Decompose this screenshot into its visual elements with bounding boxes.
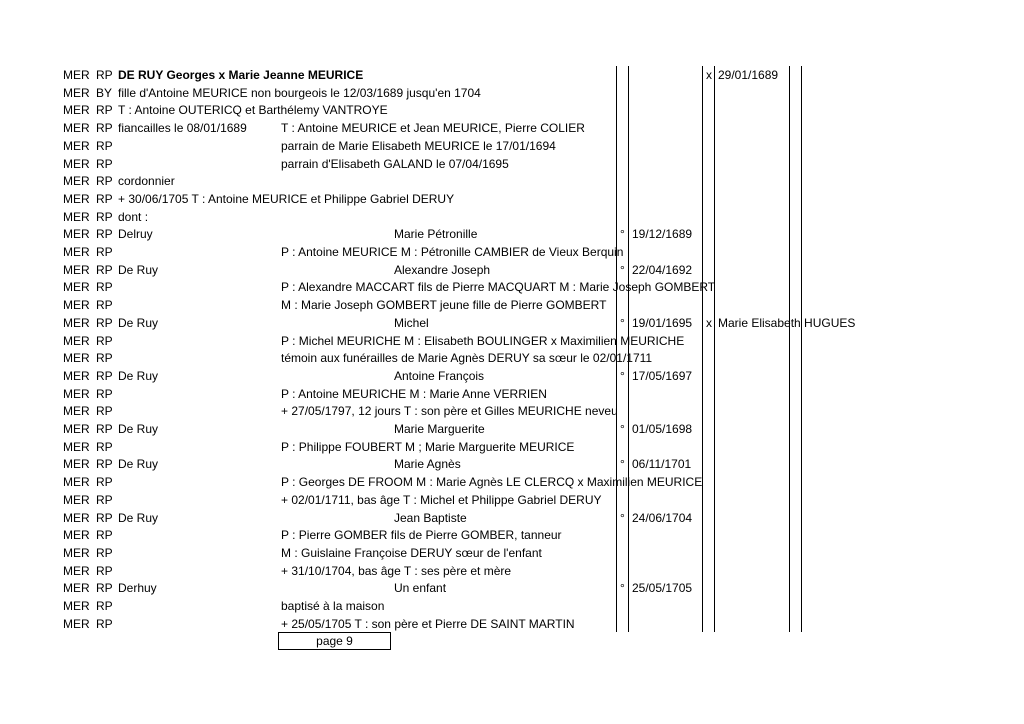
cell-src2: RP: [96, 511, 113, 525]
cell-src: MER: [63, 511, 90, 525]
cell-src: MER: [63, 298, 90, 312]
cell-src2: RP: [96, 210, 113, 224]
table-row: [0, 172, 1024, 190]
table-row: [0, 579, 1024, 597]
cell-src: MER: [63, 369, 90, 383]
cell-src2: RP: [96, 280, 113, 294]
cell-name: Marie Agnès: [394, 457, 461, 471]
table-row: [0, 101, 1024, 119]
cell-name: Michel: [394, 316, 429, 330]
cell-src: MER: [63, 546, 90, 560]
cell-name: Alexandre Joseph: [394, 263, 491, 277]
table-row: [0, 544, 1024, 562]
table-row: [0, 526, 1024, 544]
cell-src: MER: [63, 475, 90, 489]
cell-a: fiancailles le 08/01/1689: [118, 121, 247, 135]
table-row: [0, 66, 1024, 84]
cell-src2: RP: [96, 334, 113, 348]
cell-a: Derhuy: [118, 581, 157, 595]
cell-src2: RP: [96, 440, 113, 454]
cell-name: Marie Pétronille: [394, 227, 478, 241]
cell-src2: RP: [96, 457, 113, 471]
cell-mx: x: [706, 68, 712, 82]
cell-src: MER: [63, 316, 90, 330]
cell-src2: RP: [96, 617, 113, 631]
table-row: [0, 296, 1024, 314]
cell-b: parrain de Marie Elisabeth MEURICE le 17/01/1694: [281, 139, 556, 153]
cell-date: 24/06/1704: [632, 511, 693, 525]
cell-date: 19/01/1695: [632, 316, 693, 330]
cell-src: MER: [63, 245, 90, 259]
cell-b: M : Marie Joseph GOMBERT jeune fille de Pierre GOMBERT: [281, 298, 607, 312]
cell-b: baptisé à la maison: [281, 599, 385, 613]
cell-src: MER: [63, 210, 90, 224]
cell-src2: RP: [96, 387, 113, 401]
cell-name: Jean Baptiste: [394, 511, 467, 525]
cell-mdate: Marie Elisabeth HUGUES: [718, 316, 856, 330]
cell-src: MER: [63, 157, 90, 171]
cell-src2: RP: [96, 245, 113, 259]
cell-date: 22/04/1692: [632, 263, 693, 277]
cell-src2: RP: [96, 227, 113, 241]
cell-b: témoin aux funérailles de Marie Agnès DERUY sa sœur le 02/01/1711: [281, 351, 653, 365]
table-row: [0, 137, 1024, 155]
cell-src: MER: [63, 280, 90, 294]
cell-src: MER: [63, 457, 90, 471]
cell-a: T : Antoine OUTERICQ et Barthélemy VANTROYE: [118, 103, 388, 117]
cell-src2: RP: [96, 351, 113, 365]
cell-src: MER: [63, 351, 90, 365]
cell-a: De Ruy: [118, 511, 159, 525]
cell-src: MER: [63, 86, 90, 100]
cell-src2: RP: [96, 68, 113, 82]
table-row: [0, 402, 1024, 420]
cell-b: P : Philippe FOUBERT M ; Marie Marguerite MEURICE: [281, 440, 575, 454]
table-row: [0, 385, 1024, 403]
cell-date: 25/05/1705: [632, 581, 693, 595]
cell-deg: °: [620, 511, 625, 525]
cell-src: MER: [63, 387, 90, 401]
cell-name: Antoine François: [394, 369, 485, 383]
cell-src: MER: [63, 422, 90, 436]
cell-a: DE RUY Georges x Marie Jeanne MEURICE: [118, 68, 364, 82]
table-row: [0, 349, 1024, 367]
cell-name: Marie Marguerite: [394, 422, 485, 436]
cell-src: MER: [63, 440, 90, 454]
cell-src2: RP: [96, 475, 113, 489]
page-number-box: page 9: [278, 632, 391, 650]
cell-deg: °: [620, 316, 625, 330]
cell-src: MER: [63, 617, 90, 631]
cell-src: MER: [63, 528, 90, 542]
cell-b: P : Antoine MEURICE M : Pétronille CAMBIER de Vieux Berquin: [281, 245, 624, 259]
cell-src2: RP: [96, 599, 113, 613]
table-row: [0, 278, 1024, 296]
cell-src: MER: [63, 334, 90, 348]
cell-src2: RP: [96, 528, 113, 542]
cell-src2: RP: [96, 298, 113, 312]
cell-a: De Ruy: [118, 263, 159, 277]
cell-mdate: 29/01/1689: [718, 68, 779, 82]
table-row: [0, 491, 1024, 509]
cell-src2: RP: [96, 564, 113, 578]
cell-src2: RP: [96, 581, 113, 595]
cell-b: P : Alexandre MACCART fils de Pierre MACQUART M : Marie Joseph GOMBERT: [281, 280, 716, 294]
table-row: [0, 455, 1024, 473]
table-row: [0, 261, 1024, 279]
cell-b: P : Michel MEURICHE M : Elisabeth BOULINGER x Maximilien MEURICHE: [281, 334, 685, 348]
cell-src2: RP: [96, 174, 113, 188]
cell-a: De Ruy: [118, 316, 159, 330]
table-row: [0, 225, 1024, 243]
table-row: [0, 243, 1024, 261]
cell-deg: °: [620, 422, 625, 436]
cell-src2: RP: [96, 422, 113, 436]
cell-src: MER: [63, 174, 90, 188]
cell-date: 17/05/1697: [632, 369, 693, 383]
cell-a: Delruy: [118, 227, 153, 241]
cell-src: MER: [63, 121, 90, 135]
cell-src2: RP: [96, 121, 113, 135]
cell-src: MER: [63, 581, 90, 595]
cell-src2: RP: [96, 404, 113, 418]
cell-b: + 02/01/1711, bas âge T : Michel et Philippe Gabriel DERUY: [281, 493, 602, 507]
table-row: [0, 119, 1024, 137]
cell-a: De Ruy: [118, 457, 159, 471]
cell-b: + 25/05/1705 T : son père et Pierre DE SAINT MARTIN: [281, 617, 575, 631]
cell-deg: °: [620, 263, 625, 277]
cell-name: Un enfant: [394, 581, 447, 595]
cell-src: MER: [63, 192, 90, 206]
table-row: [0, 84, 1024, 102]
cell-b: P : Antoine MEURICHE M : Marie Anne VERRIEN: [281, 387, 547, 401]
cell-src: MER: [63, 263, 90, 277]
cell-a: dont :: [118, 210, 149, 224]
table-row: [0, 367, 1024, 385]
cell-src2: RP: [96, 263, 113, 277]
table-row: [0, 208, 1024, 226]
cell-date: 01/05/1698: [632, 422, 693, 436]
cell-src: MER: [63, 599, 90, 613]
cell-b: parrain d'Elisabeth GALAND le 07/04/1695: [281, 157, 509, 171]
cell-a: cordonnier: [118, 174, 175, 188]
cell-b: P : Pierre GOMBER fils de Pierre GOMBER, tanneur: [281, 528, 562, 542]
table-row: [0, 597, 1024, 615]
table-row: [0, 190, 1024, 208]
table-row: [0, 509, 1024, 527]
cell-src: MER: [63, 103, 90, 117]
cell-src2: BY: [96, 86, 113, 100]
cell-deg: °: [620, 457, 625, 471]
cell-date: 06/11/1701: [632, 457, 692, 471]
cell-date: 19/12/1689: [632, 227, 693, 241]
cell-mx: x: [706, 316, 712, 330]
table-row: [0, 314, 1024, 332]
cell-src2: RP: [96, 192, 113, 206]
cell-src: MER: [63, 227, 90, 241]
cell-src2: RP: [96, 139, 113, 153]
cell-src2: RP: [96, 369, 113, 383]
cell-src2: RP: [96, 103, 113, 117]
cell-deg: °: [620, 227, 625, 241]
table-row: [0, 332, 1024, 350]
cell-b: + 27/05/1797, 12 jours T : son père et Gilles MEURICHE neveu: [281, 404, 618, 418]
table-row: [0, 473, 1024, 491]
cell-a: fille d'Antoine MEURICE non bourgeois le 12/03/1689 jusqu'en 1704: [118, 86, 481, 100]
cell-a: De Ruy: [118, 369, 159, 383]
cell-src2: RP: [96, 546, 113, 560]
cell-deg: °: [620, 581, 625, 595]
table-row: [0, 615, 1024, 633]
table-row: [0, 562, 1024, 580]
cell-src: MER: [63, 493, 90, 507]
cell-src: MER: [63, 68, 90, 82]
table-row: [0, 155, 1024, 173]
cell-b: + 31/10/1704, bas âge T : ses père et mère: [281, 564, 512, 578]
cell-b: T : Antoine MEURICE et Jean MEURICE, Pierre COLIER: [281, 121, 585, 135]
cell-deg: °: [620, 369, 625, 383]
cell-src: MER: [63, 404, 90, 418]
cell-src2: RP: [96, 493, 113, 507]
cell-b: M : Guislaine Françoise DERUY sœur de l'enfant: [281, 546, 542, 560]
cell-a: + 30/06/1705 T : Antoine MEURICE et Philippe Gabriel DERUY: [118, 192, 455, 206]
cell-src: MER: [63, 564, 90, 578]
table-row: [0, 420, 1024, 438]
cell-a: De Ruy: [118, 422, 159, 436]
table-row: [0, 438, 1024, 456]
cell-src2: RP: [96, 157, 113, 171]
cell-b: P : Georges DE FROOM M : Marie Agnès LE CLERCQ x Maximilien MEURICE: [281, 475, 703, 489]
cell-src2: RP: [96, 316, 113, 330]
cell-src: MER: [63, 139, 90, 153]
